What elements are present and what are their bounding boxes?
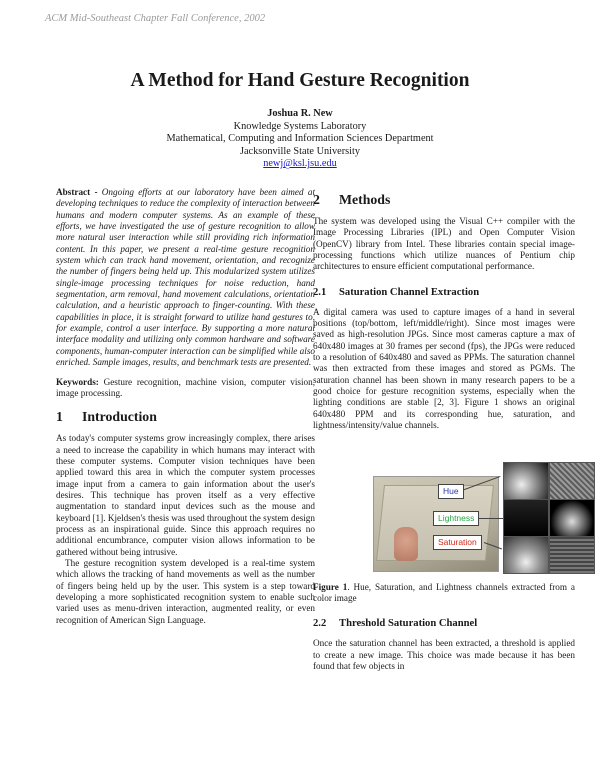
section-heading-saturation bbox=[313, 287, 575, 299]
section-heading-methods bbox=[313, 192, 575, 208]
author-email-link[interactable]: newj@ksl.jsu.edu bbox=[263, 158, 337, 170]
abstract-label: Abstract - bbox=[56, 187, 98, 197]
abstract bbox=[56, 187, 315, 369]
author-name: Joshua R. New bbox=[267, 108, 333, 119]
section-title: Saturation Channel Extraction bbox=[339, 286, 480, 298]
right-column bbox=[313, 192, 575, 672]
section-title: Methods bbox=[339, 192, 391, 207]
figure-caption-label: Figure 1 bbox=[313, 581, 348, 592]
author-lab: Knowledge Systems Laboratory bbox=[233, 120, 367, 132]
section-title: Introduction bbox=[82, 409, 157, 425]
figure-caption-text: . Hue, Saturation, and Lightness channels extracted from a color image bbox=[313, 581, 575, 603]
keywords-text: Gesture recognition, machine vision, computer vision, image processing. bbox=[56, 376, 316, 398]
author-department: Mathematical, Computing and Information Sciences Department bbox=[166, 133, 434, 145]
lightness-pointer-line bbox=[479, 518, 503, 519]
section-number: 1 bbox=[56, 409, 63, 425]
lightness-channel-thumbnail-alt bbox=[549, 499, 595, 537]
paper-title: A Method for Hand Gesture Recognition bbox=[130, 70, 470, 91]
hue-channel-thumbnail bbox=[503, 462, 549, 500]
lightness-channel-thumbnail bbox=[503, 499, 549, 537]
intro-paragraph-1: As today's computer systems grow increasingly complex, there arises a need to increase the capability in which humans may interact with these computer systems. Computer vision techniques have been applied toward this area in which the computer system processes image input from a camera to gain information about the user's desires. This technique has proven itself as a very effective augmentation to standard input devices such as the mouse and keyboard [1]. Kjeldsen's thesis was used throughout the system design process as an inspirational guide. Since this approach requires no additional encumbrance, computer vision allows information to be gathered without being intrusive. bbox=[56, 433, 315, 557]
saturation-channel-thumbnail bbox=[503, 536, 549, 574]
author-block bbox=[0, 108, 600, 171]
methods-paragraph: The system was developed using the Visual C++ compiler with the Image Processing Libraries (IPL) and Open Computer Vision (OpenCV) library from Intel. These libraries contain special image-processing functions which utilize nuances of Pentium chip architectures to ensure efficient computational performance. bbox=[313, 216, 575, 272]
figure-caption bbox=[313, 582, 575, 605]
section-heading-introduction bbox=[56, 409, 315, 425]
section-title: Threshold Saturation Channel bbox=[339, 618, 478, 630]
section-number: 2.1 bbox=[313, 286, 327, 298]
keywords-label: Keywords: bbox=[56, 376, 99, 387]
section-number: 2.2 bbox=[313, 618, 327, 630]
hue-callout-label: Hue bbox=[438, 484, 464, 499]
conference-header: ACM Mid-Southeast Chapter Fall Conference, 2002 bbox=[45, 13, 266, 24]
abstract-text: Ongoing efforts at our laboratory have been aimed at developing techniques to reduce the complexity of interaction between humans and modern computer systems. As an example of these efforts, we have investigated the use of gesture recognition to allow more natural user interaction while still providing rich information content. In this paper, we present a real-time gesture recognition system which can track hand movement, orientation, and recognize the number of fingers being held up. This modularized system utilizes single-image processing techniques for noise reduction, hand segmentation, arm removal, hand movement calculations, orientation calculation, and a heuristic approach to finger-counting. With these capabilities in place, it is straight forward to utilize hand gestures to, for example, control a user interface. By supporting a more natural interface modality and utilizing only common hardware and software components, human-computer interaction can be simplified while also enriched. Sample images, results, and benchmark tests are presented. bbox=[56, 187, 316, 368]
hand-image bbox=[394, 527, 418, 561]
saturation-callout-label: Saturation bbox=[433, 535, 482, 550]
threshold-paragraph: Once the saturation channel has been extracted, a threshold is applied to create a new image. This choice was made because it has been found that few objects in bbox=[313, 638, 575, 671]
keywords bbox=[56, 377, 315, 400]
saturation-channel-thumbnail-alt bbox=[549, 536, 595, 574]
section-heading-threshold bbox=[313, 618, 575, 630]
figure-1 bbox=[313, 462, 575, 570]
intro-paragraph-2: The gesture recognition system developed is a real-time system which allows the tracking of hand movements as well as the number of fingers being held up by the user. This system is a step toward developing a more sophisticated recognition system to enable such varied uses as menu-driven interaction, augmented reality, or even recognition of American Sign Language. bbox=[56, 557, 315, 625]
left-column bbox=[56, 187, 315, 626]
hue-channel-thumbnail-alt bbox=[549, 462, 595, 500]
saturation-paragraph: A digital camera was used to capture images of a hand in several positions (top/bottom, left/middle/right). Since most images were saved as high-resolution JPGs. Since most cameras capture a max of 640x480 images at 30 frames per second (fps), the JPGs were reduced to a resolution of 640x480 and saved as PPMs. The saturation channel was then extracted from these images and stored as PGMs. The saturation channel has been shown in many research papers to be a good choice for gesture recognition systems, especially when the lighting conditions are stable [2, 3]. Figure 1 shows an original 640x480 PPM and its corresponding hue, saturation, and lightness/intensity/value channels. bbox=[313, 306, 575, 431]
lightness-callout-label: Lightness bbox=[433, 511, 479, 526]
section-number: 2 bbox=[313, 192, 320, 207]
author-university: Jacksonville State University bbox=[239, 145, 361, 157]
